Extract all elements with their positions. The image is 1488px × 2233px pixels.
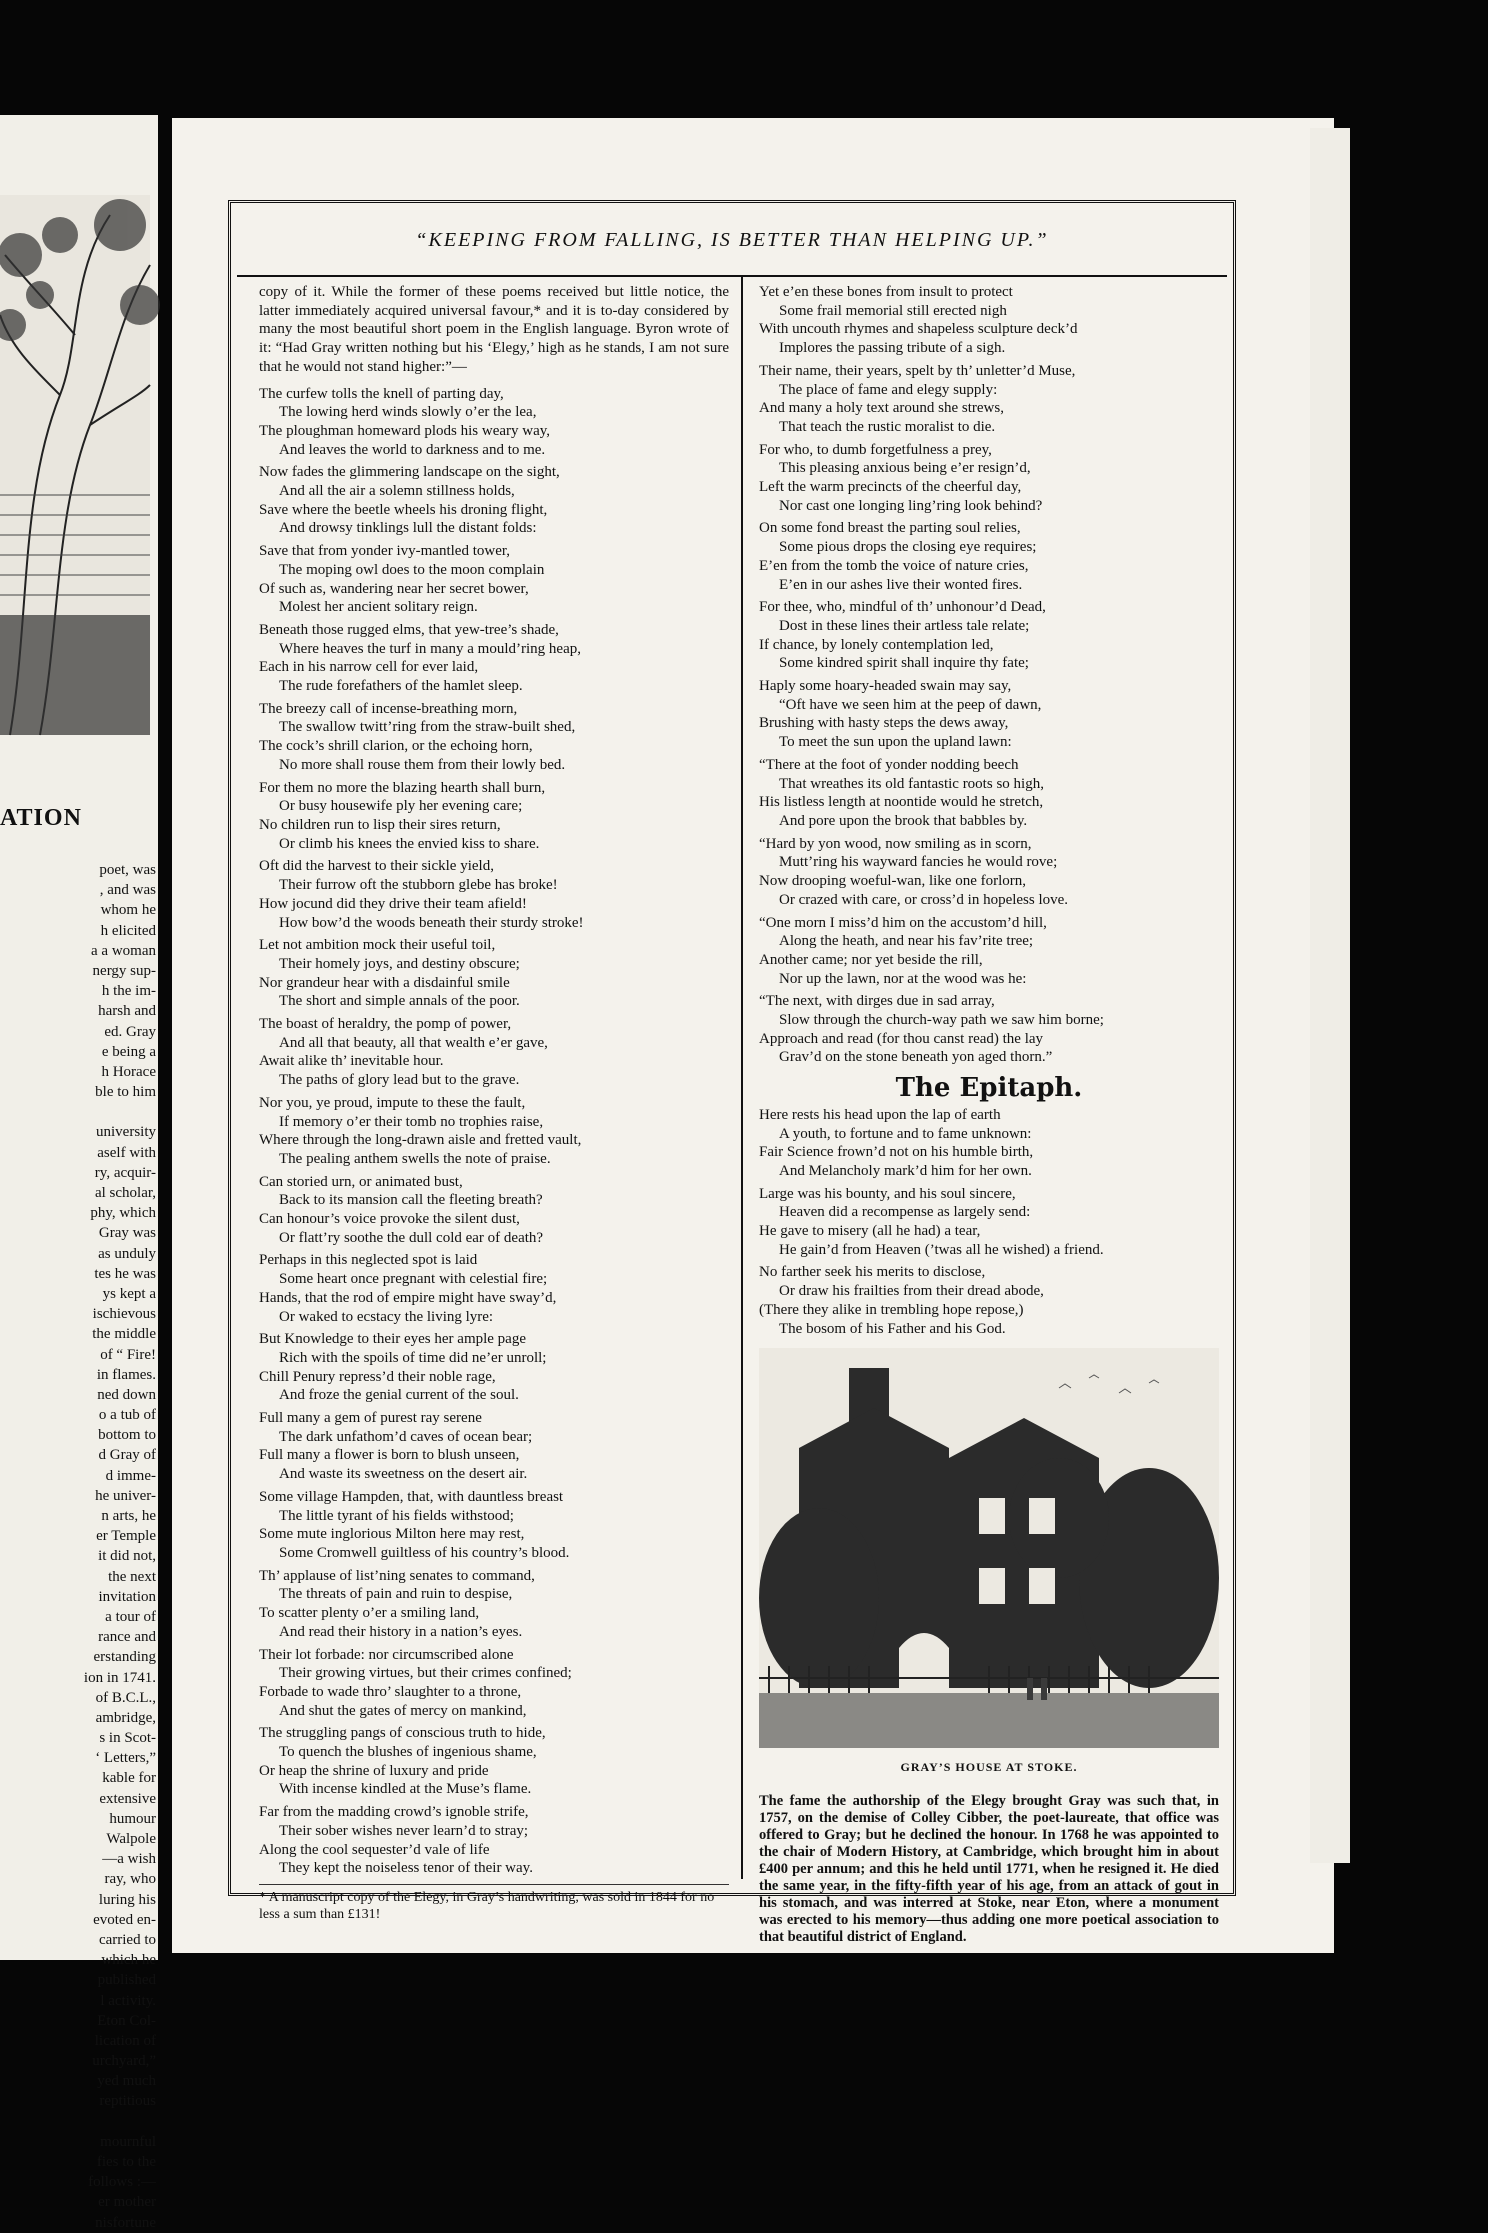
verse-line: Beneath those rugged elms, that yew-tree’s shade,: [259, 621, 559, 638]
adjacent-text-line: aself with: [97, 1144, 156, 1161]
adjacent-text-line: erstanding: [93, 1649, 156, 1666]
adjacent-text-line: Eton Col-: [97, 2012, 156, 2029]
stanza: [259, 463, 729, 538]
verse-line: “The next, with dirges due in sad array,: [759, 993, 995, 1010]
verse-line: Left the warm precincts of the cheerful day,: [759, 479, 1022, 496]
page-edge: [1310, 128, 1350, 1863]
adjacent-text-line: as unduly: [98, 1245, 156, 1262]
adjacent-text-line: which he: [101, 1952, 156, 1969]
stanza: [759, 519, 1219, 594]
verse-line: For thee, who, mindful of th’ unhonour’d Dead,: [759, 599, 1046, 616]
stanza: [259, 1409, 729, 1484]
adjacent-text-line: urchyard,”: [92, 2053, 156, 2070]
adjacent-text-line: follows :—: [88, 2174, 156, 2191]
verse-line: They kept the noiseless tenor of their way.: [279, 1860, 533, 1877]
verse-line: E’en in our ashes live their wonted fires.: [779, 576, 1023, 593]
verse-line: Save where the beetle wheels his droning flight,: [259, 501, 548, 518]
verse-line: Nor grandeur hear with a disdainful smile: [259, 974, 510, 991]
verse-line: Yet e’en these bones from insult to protect: [759, 284, 1013, 300]
verse-line: Or waked to ecstacy the living lyre:: [279, 1308, 494, 1325]
verse-line: That wreathes its old fantastic roots so high,: [779, 775, 1044, 792]
verse-line: The bosom of his Father and his God.: [779, 1320, 1006, 1337]
stanza: [259, 542, 729, 617]
adjacent-text-line: of “ Fire!: [100, 1346, 156, 1363]
verse-line: And froze the genial current of the soul.: [279, 1387, 519, 1404]
adjacent-text-line: he univer-: [95, 1487, 156, 1504]
verse-line: Along the cool sequester’d vale of life: [259, 1841, 490, 1858]
verse-line: (There they alike in trembling hope repose,): [759, 1301, 1024, 1318]
adjacent-text-line: mournful: [100, 2133, 156, 2150]
verse-line: Molest her ancient solitary reign.: [279, 599, 478, 616]
verse-line: Their homely joys, and destiny obscure;: [279, 955, 520, 972]
verse-line: The breezy call of incense-breathing morn,: [259, 700, 518, 717]
adjacent-text-line: ray, who: [104, 1871, 156, 1888]
left-column: [259, 283, 729, 1923]
verse-line: How bow’d the woods beneath their sturdy stroke!: [279, 914, 584, 931]
adjacent-page-strip: [0, 115, 158, 2231]
verse-line: Await alike th’ inevitable hour.: [259, 1053, 444, 1070]
verse-line: Or climb his knees the envied kiss to share.: [279, 835, 540, 852]
verse-line: The moping owl does to the moon complain: [279, 561, 545, 578]
verse-line: The cock’s shrill clarion, or the echoing horn,: [259, 738, 533, 755]
verse-line: Back to its mansion call the fleeting breath?: [279, 1192, 543, 1209]
stanza: [259, 1094, 729, 1169]
verse-line: Or busy housewife ply her evening care;: [279, 798, 523, 815]
stanza: [759, 1185, 1219, 1260]
stanza: [259, 621, 729, 696]
verse-line: And Melancholy mark’d him for her own.: [779, 1162, 1032, 1179]
epitaph-title: The Epitaph.: [895, 1073, 1083, 1104]
adjacent-text-line: extensive: [99, 1790, 156, 1807]
verse-line: Here rests his head upon the lap of earth: [759, 1106, 1001, 1123]
adjacent-text-line: h the im-: [101, 983, 156, 1000]
verse-line: Some mute inglorious Milton here may rest,: [259, 1526, 525, 1543]
verse-line: The little tyrant of his fields withstood;: [279, 1507, 514, 1524]
adjacent-text-line: ischievous: [92, 1306, 156, 1323]
verse-line: Some village Hampden, that, with dauntless breast: [259, 1488, 564, 1505]
verse-line: “There at the foot of yonder nodding beech: [759, 756, 1019, 773]
verse-line: That teach the rustic moralist to die.: [779, 418, 996, 435]
elegy-stanzas-left: [259, 385, 729, 1878]
verse-line: Fair Science frown’d not on his humble birth,: [759, 1144, 1034, 1161]
stanza: [259, 779, 729, 854]
stanza: [759, 283, 1219, 358]
verse-line: But Knowledge to their eyes her ample page: [259, 1331, 526, 1348]
adjacent-text-fragments: [0, 860, 156, 2233]
verse-line: Nor cast one longing ling’ring look behind?: [779, 497, 1043, 514]
verse-line: Oft did the harvest to their sickle yield,: [259, 858, 494, 875]
verse-line: Each in his narrow cell for ever laid,: [259, 659, 479, 676]
verse-line: Nor up the lawn, nor at the wood was he:: [779, 970, 1027, 987]
stanza: [759, 1106, 1219, 1181]
verse-line: Haply some hoary-headed swain may say,: [759, 678, 1012, 695]
adjacent-text-line: al scholar,: [94, 1185, 156, 1201]
verse-line: And shut the gates of mercy on mankind,: [279, 1702, 527, 1719]
verse-line: Or heap the shrine of luxury and pride: [259, 1762, 489, 1779]
verse-line: To scatter plenty o’er a smiling land,: [259, 1605, 480, 1622]
adjacent-text-line: ambridge,: [95, 1709, 156, 1726]
adjacent-text-line: —a wish: [102, 1851, 156, 1868]
adjacent-text-line: reptitious: [99, 2093, 156, 2110]
adjacent-text-line: er Temple: [96, 1528, 156, 1545]
stanza: [759, 756, 1219, 831]
verse-line: Their name, their years, spelt by th’ unletter’d Muse,: [759, 362, 1076, 379]
verse-line: And drowsy tinklings lull the distant folds:: [279, 520, 537, 537]
adjacent-text-line: kable for: [102, 1770, 156, 1787]
adjacent-text-line: the next: [108, 1568, 156, 1585]
verse-line: This pleasing anxious being e’er resign’d,: [779, 460, 1031, 477]
verse-line: Nor you, ye proud, impute to these the fault,: [259, 1094, 526, 1111]
stanza: [259, 1330, 729, 1405]
adjacent-text-line: s in Scot-: [99, 1730, 156, 1747]
stanza: [259, 1646, 729, 1721]
stanza: [759, 441, 1219, 516]
verse-line: Their lot forbade: nor circumscribed alone: [259, 1646, 514, 1663]
verse-line: Along the heath, and near his fav’rite tree;: [779, 933, 1034, 950]
verse-line: He gain’d from Heaven (’twas all he wished) a friend.: [779, 1241, 1104, 1258]
adjacent-text-line: nergy sup-: [92, 962, 156, 979]
verse-line: No children run to lisp their sires return,: [259, 816, 501, 833]
intro-paragraph: copy of it. While the former of these poems received but little notice, the latter immediately acquired universal favour,* and it is to-day considered by many the most beautiful short poem in the English language. Byron wrote of it: “Had Gray written nothing but his ‘Elegy,’ high as he stands, I am not sure that he would not stand higher:”—: [259, 284, 729, 375]
verse-line: Can storied urn, or animated bust,: [259, 1173, 463, 1190]
verse-line: And read their history in a nation’s eyes.: [279, 1623, 523, 1640]
adjacent-text-line: ry, acquir-: [94, 1164, 156, 1181]
stanza: [759, 362, 1219, 437]
adjacent-text-line: it did not,: [98, 1548, 156, 1565]
verse-line: Implores the passing tribute of a sigh.: [779, 340, 1006, 357]
adjacent-text-line: whom he: [100, 902, 156, 919]
stanza: [259, 1803, 729, 1878]
stanza: [759, 914, 1219, 989]
verse-line: Of such as, wandering near her secret bower,: [259, 580, 529, 597]
adjacent-text-line: yed much: [97, 2073, 156, 2090]
adjacent-text-line: o a tub of: [98, 1407, 156, 1424]
verse-line: And leaves the world to darkness and to me.: [279, 441, 546, 458]
verse-line: Their furrow oft the stubborn glebe has broke!: [279, 877, 558, 894]
verse-line: Brushing with hasty steps the dews away,: [759, 715, 1009, 732]
adjacent-heading: ATION: [0, 805, 82, 831]
verse-line: The dark unfathom’d caves of ocean bear;: [279, 1428, 533, 1445]
verse-line: Dost in these lines their artless tale relate;: [779, 617, 1030, 634]
adjacent-text-line: Walpole: [106, 1831, 156, 1847]
verse-line: Now drooping woeful-wan, like one forlorn,: [759, 873, 1027, 890]
verse-line: Their growing virtues, but their crimes confined;: [279, 1665, 572, 1682]
verse-line: For who, to dumb forgetfulness a prey,: [759, 441, 992, 458]
verse-line: And all that beauty, all that wealth e’er gave,: [279, 1034, 548, 1051]
adjacent-text-line: published: [97, 1972, 156, 1989]
verse-line: To meet the sun upon the upland lawn:: [779, 734, 1012, 751]
verse-line: Heaven did a recompense as largely send:: [779, 1204, 1031, 1221]
stanza: [759, 835, 1219, 910]
verse-line: Or crazed with care, or cross’d in hopeless love.: [779, 891, 1069, 908]
verse-line: The swallow twitt’ring from the straw-built shed,: [279, 719, 576, 736]
verse-line: The boast of heraldry, the pomp of power,: [259, 1016, 512, 1033]
verse-line: “Oft have we seen him at the peep of dawn,: [779, 696, 1042, 713]
verse-line: Far from the madding crowd’s ignoble strife,: [259, 1804, 529, 1821]
adjacent-text-line: d imme-: [105, 1467, 156, 1484]
adjacent-text-line: lication of: [94, 2032, 156, 2049]
verse-line: Some pious drops the closing eye requires;: [779, 539, 1037, 556]
verse-line: Perhaps in this neglected spot is laid: [259, 1252, 478, 1269]
adjacent-text-line: tes he was: [94, 1265, 156, 1282]
verse-line: Where through the long-drawn aisle and fretted vault,: [259, 1132, 582, 1149]
verse-line: The curfew tolls the knell of parting day,: [259, 385, 504, 402]
verse-line: Rich with the spoils of time did ne’er unroll;: [279, 1349, 547, 1366]
adjacent-text-line: [0, 2112, 156, 2132]
verse-line: On some fond breast the parting soul relies,: [759, 520, 1021, 537]
adjacent-text-line: fies to the: [96, 2154, 156, 2170]
adjacent-text-line: nisfortune: [95, 2214, 156, 2231]
verse-line: And many a holy text around she strews,: [759, 400, 1004, 417]
verse-line: And waste its sweetness on the desert air.: [279, 1466, 528, 1483]
stanza: [259, 1251, 729, 1326]
verse-line: Or flatt’ry soothe the dull cold ear of death?: [279, 1229, 544, 1246]
verse-line: Chill Penury repress’d their noble rage,: [259, 1368, 496, 1385]
adjacent-text-line: university: [96, 1124, 156, 1141]
stanza: [759, 677, 1219, 752]
verse-line: If chance, by lonely contemplation led,: [759, 636, 994, 653]
verse-line: Some frail memorial still erected nigh: [779, 302, 1007, 319]
verse-line: With incense kindled at the Muse’s flame.: [279, 1781, 532, 1798]
adjacent-text-line: er mother: [98, 2194, 156, 2211]
right-column: [759, 283, 1219, 1946]
adjacent-text-line: of B.C.L.,: [95, 1689, 156, 1706]
elegy-stanzas-right: [759, 283, 1219, 1067]
verse-line: E’en from the tomb the voice of nature cries,: [759, 557, 1029, 574]
verse-line: “Hard by yon wood, now smiling as in scorn,: [759, 835, 1032, 852]
adjacent-text-line: a a woman: [91, 942, 156, 959]
adjacent-text-line: rance and: [98, 1629, 156, 1646]
footnote: * A manuscript copy of the Elegy, in Gray’s handwriting, was sold in 1844 for no less a sum than £131!: [259, 1884, 729, 1923]
verse-line: The struggling pangs of conscious truth to hide,: [259, 1725, 546, 1742]
verse-line: Full many a flower is born to blush unseen,: [259, 1447, 520, 1464]
adjacent-text-line: Gray was: [98, 1225, 156, 1242]
adjacent-text-line: the middle: [92, 1326, 156, 1343]
verse-line: Some kindred spirit shall inquire thy fate;: [779, 655, 1029, 672]
stanza: [259, 700, 729, 775]
adjacent-text-line: , and was: [99, 882, 156, 899]
verse-line: Grav’d on the stone beneath yon aged thorn.”: [779, 1049, 1053, 1066]
verse-line: Now fades the glimmering landscape on the sight,: [259, 464, 560, 481]
adjacent-text-line: invitation: [98, 1588, 156, 1605]
verse-line: Forbade to wade thro’ slaughter to a throne,: [259, 1683, 522, 1700]
verse-line: The short and simple annals of the poor.: [279, 993, 520, 1010]
adjacent-text-line: ‘ Letters,”: [95, 1750, 156, 1767]
adjacent-text-line: e being a: [101, 1043, 156, 1060]
adjacent-text-line: ed. Gray: [104, 1023, 156, 1040]
verse-line: The threats of pain and ruin to despise,: [279, 1586, 513, 1603]
stanza: [759, 1263, 1219, 1338]
verse-line: The rude forefathers of the hamlet sleep.: [279, 678, 523, 695]
stanza: [259, 1173, 729, 1248]
grays-house-engraving: [759, 1348, 1219, 1748]
stanza: [259, 1015, 729, 1090]
verse-line: How jocund did they drive their team afield!: [259, 895, 527, 912]
stanza: [759, 992, 1219, 1067]
closing-paragraph: The fame the authorship of the Elegy brought Gray was such that, in 1757, on the demise of Colley Cibber, the poet-laureate, that office was offered to Gray; but he declined the honour. In 1768 he was appointed to the chair of Modern History, at Cambridge, which brought him in about £400 per annum; and this he held until 1771, when he resigned it. He died the same year, in the fifty-fifth year of his age, from an attack of gout in his stomach, and was interred at Stoke, near Eton, where a monument was erected to his memory—thus adding one more poetical association to that beautiful district of England.: [759, 1792, 1219, 1945]
verse-line: Let not ambition mock their useful toil,: [259, 937, 496, 954]
adjacent-text-line: luring his: [98, 1891, 156, 1908]
adjacent-text-line: phy, which: [90, 1205, 156, 1222]
verse-line: For them no more the blazing hearth shall burn,: [259, 779, 546, 796]
adjacent-text-line: h elicited: [100, 922, 156, 939]
adjacent-text-line: in flames.: [96, 1366, 156, 1383]
stanza: [259, 385, 729, 460]
verse-line: No farther seek his merits to disclose,: [759, 1264, 986, 1281]
stanza: [259, 857, 729, 932]
stanza: [259, 1488, 729, 1563]
verse-line: Save that from yonder ivy-mantled tower,: [259, 543, 510, 560]
adjacent-text-line: evoted en-: [93, 1911, 156, 1928]
verse-line: Approach and read (for thou canst read) the lay: [759, 1030, 1044, 1047]
adjacent-text-line: d Gray of: [98, 1447, 156, 1464]
verse-line: The place of fame and elegy supply:: [779, 381, 998, 398]
verse-line: The pealing anthem swells the note of praise.: [279, 1150, 551, 1167]
illustration-caption: GRAY’S HOUSE AT STOKE.: [900, 1759, 1078, 1774]
verse-line: Where heaves the turf in many a mould’ring heap,: [279, 640, 581, 657]
page-header: “KEEPING FROM FALLING, IS BETTER THAN HELPING UP.”: [415, 229, 1049, 251]
tree-engraving: [0, 195, 150, 735]
header-rule: [237, 275, 1227, 277]
verse-line: Large was his bounty, and his soul sincere,: [759, 1185, 1016, 1202]
verse-line: Full many a gem of purest ray serene: [259, 1410, 482, 1427]
verse-line: Another came; nor yet beside the rill,: [759, 951, 983, 968]
verse-line: Or draw his frailties from their dread abode,: [779, 1283, 1044, 1300]
adjacent-text-line: bottom to: [98, 1427, 156, 1444]
verse-line: “One morn I miss’d him on the accustom’d hill,: [759, 914, 1047, 931]
verse-line: Hands, that the rod of empire might have sway’d,: [259, 1289, 557, 1306]
verse-line: And all the air a solemn stillness holds,: [279, 483, 515, 500]
adjacent-text-line: [0, 1102, 156, 1122]
verse-line: Their sober wishes never learn’d to stray;: [279, 1822, 529, 1839]
verse-line: To quench the blushes of ingenious shame,: [279, 1744, 537, 1761]
adjacent-text-line: l activity.: [100, 1992, 156, 2009]
stanza: [259, 1724, 729, 1799]
verse-line: No more shall rouse them from their lowly bed.: [279, 756, 566, 773]
verse-line: Some heart once pregnant with celestial fire;: [279, 1271, 548, 1288]
verse-line: His listless length at noontide would he stretch,: [759, 794, 1044, 811]
adjacent-text-line: ned down: [97, 1386, 156, 1403]
verse-line: Th’ applause of list’ning senates to command,: [259, 1567, 535, 1584]
page-frame: [228, 200, 1236, 1945]
verse-line: And pore upon the brook that babbles by.: [779, 812, 1028, 829]
adjacent-text-line: n arts, he: [101, 1508, 156, 1524]
stanza: [759, 598, 1219, 673]
stanza: [259, 1567, 729, 1642]
verse-line: Some Cromwell guiltless of his country’s blood.: [279, 1545, 570, 1561]
verse-line: Slow through the church-way path we saw him borne;: [779, 1012, 1104, 1029]
verse-line: He gave to misery (all he had) a tear,: [759, 1223, 981, 1240]
adjacent-text-line: ble to him: [95, 1084, 156, 1101]
adjacent-text-line: ys kept a: [102, 1285, 156, 1302]
adjacent-text-line: harsh and: [98, 1003, 156, 1020]
adjacent-text-line: a tour of: [105, 1608, 156, 1625]
column-divider: [741, 275, 743, 1879]
stanza: [259, 936, 729, 1011]
epitaph-stanzas: [759, 1106, 1219, 1338]
verse-line: Can honour’s voice provoke the silent dust,: [259, 1211, 520, 1228]
verse-line: The ploughman homeward plods his weary way,: [259, 422, 551, 439]
adjacent-text-line: carried to: [98, 1931, 156, 1948]
adjacent-text-line: ion in 1741.: [83, 1669, 156, 1686]
adjacent-text-line: humour: [109, 1810, 156, 1827]
verse-line: With uncouth rhymes and shapeless sculpture deck’d: [759, 321, 1078, 338]
verse-line: Mutt’ring his wayward fancies he would rove;: [779, 854, 1058, 871]
verse-line: The lowing herd winds slowly o’er the lea,: [279, 404, 537, 421]
adjacent-text-line: poet, was: [99, 862, 156, 878]
adjacent-text-line: h Horace: [101, 1063, 156, 1080]
verse-line: The paths of glory lead but to the grave.: [279, 1072, 520, 1089]
verse-line: A youth, to fortune and to fame unknown:: [779, 1125, 1032, 1142]
verse-line: If memory o’er their tomb no trophies raise,: [279, 1113, 544, 1130]
